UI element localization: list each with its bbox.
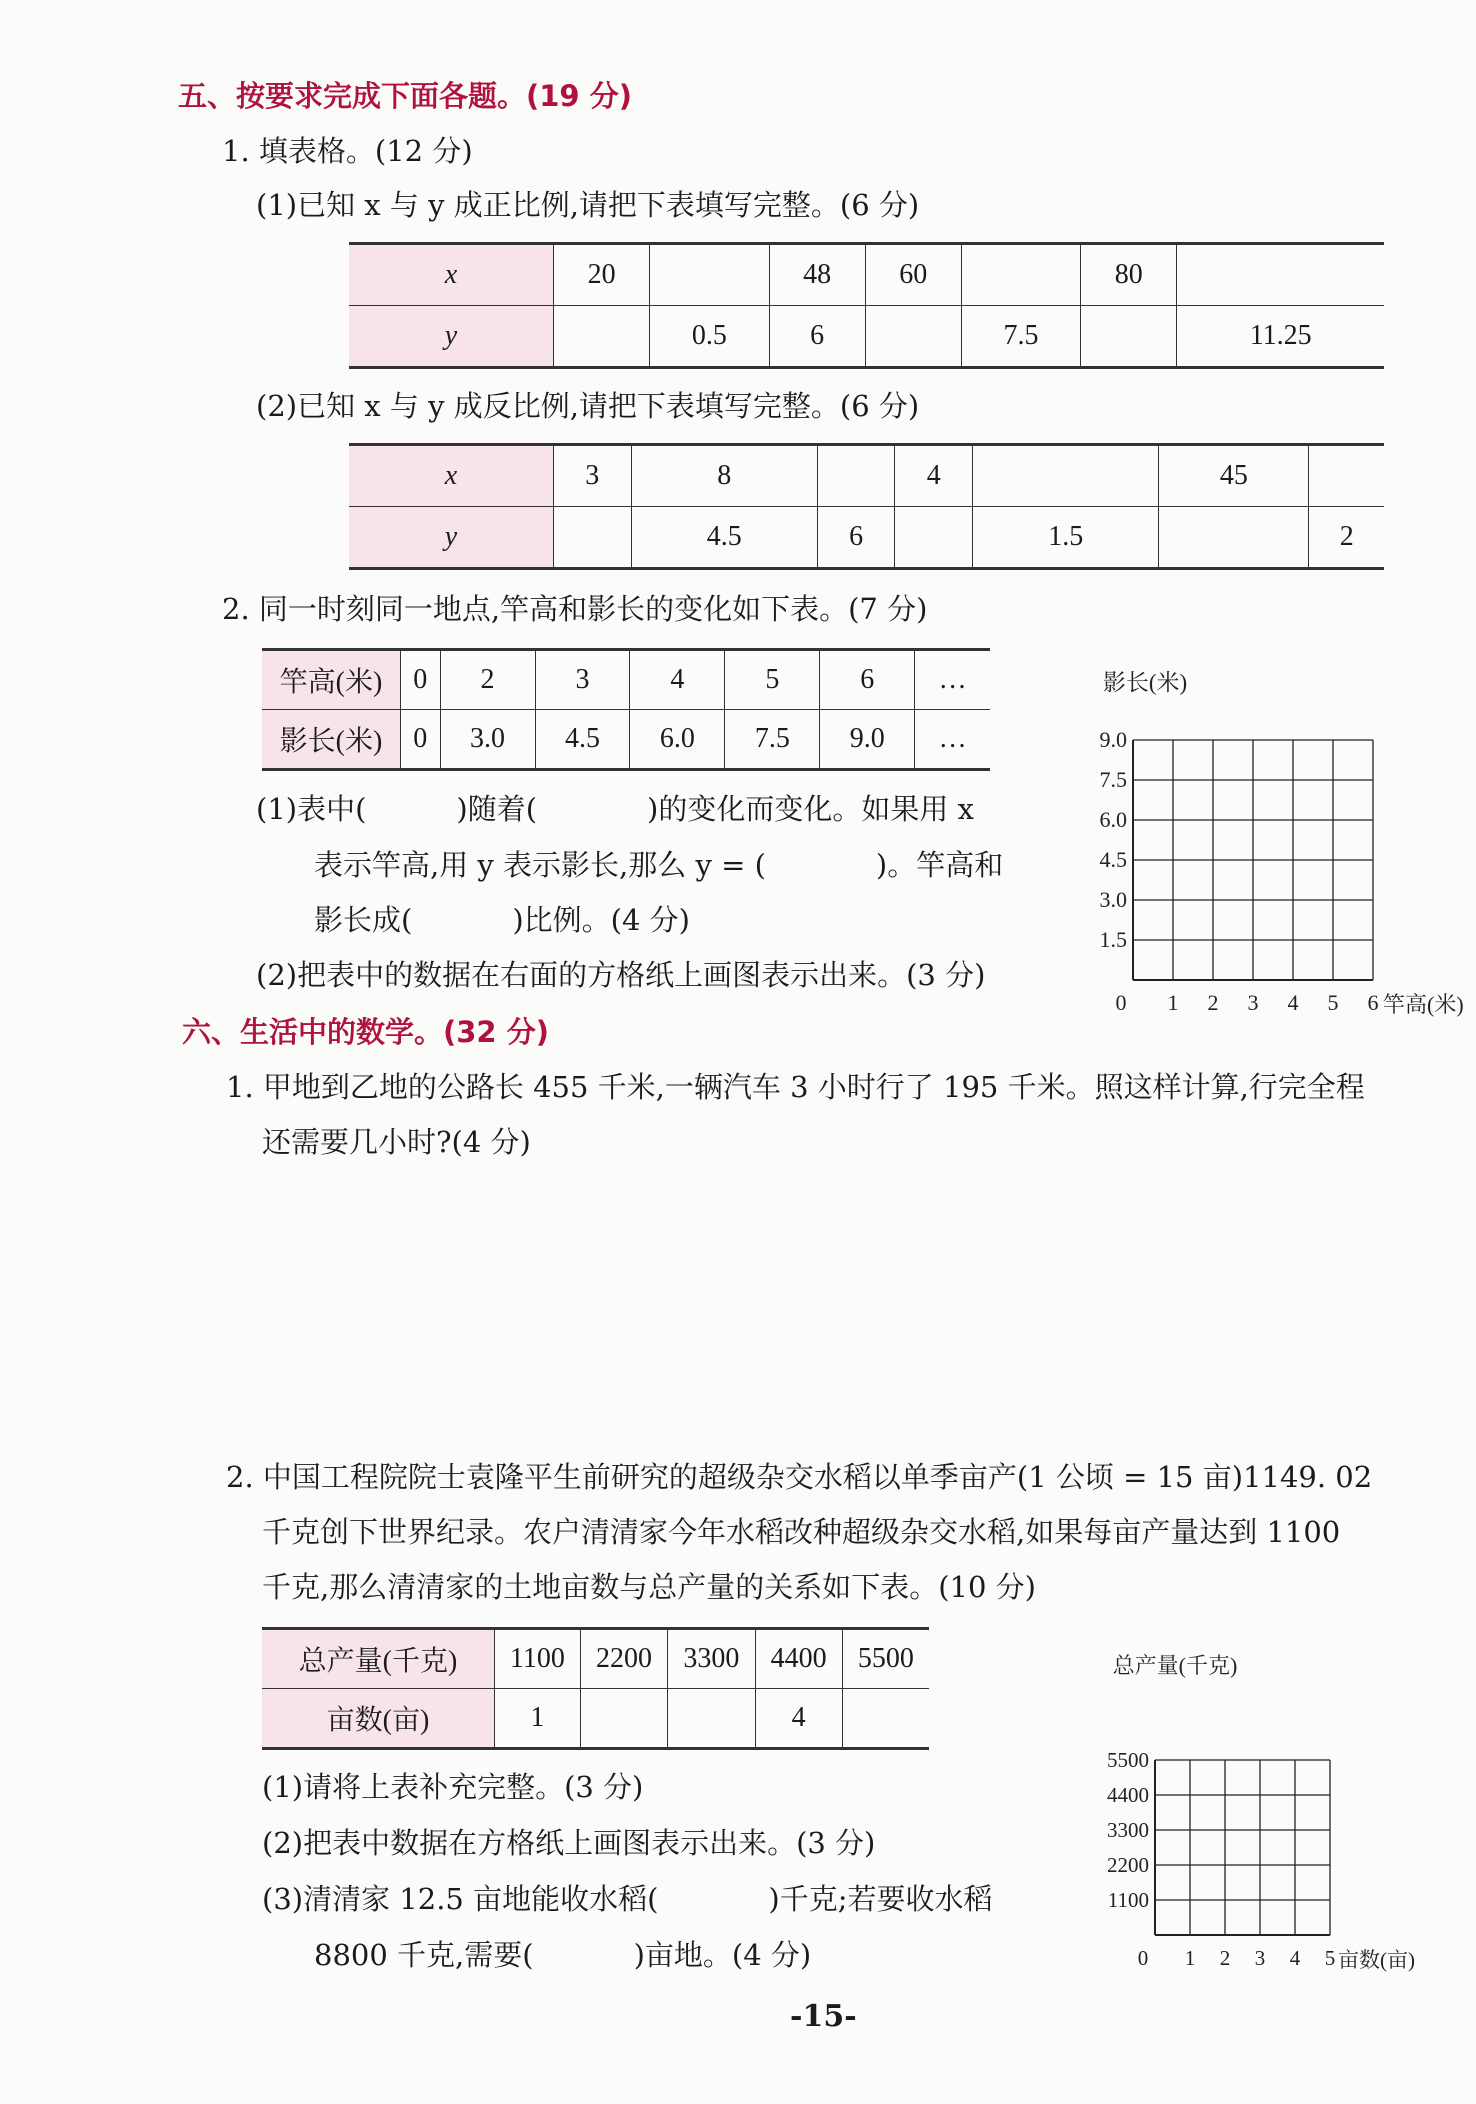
table-row bbox=[262, 650, 990, 710]
x-tick-label: 0 bbox=[1115, 990, 1127, 1015]
x-tick-label: 5 bbox=[1327, 990, 1339, 1015]
text: )的变化而变化。如果用 x bbox=[647, 792, 974, 826]
text: )比例。(4 分) bbox=[512, 903, 690, 937]
y-tick-label: 1.5 bbox=[1099, 927, 1127, 952]
cell bbox=[580, 1689, 667, 1749]
cell: 6 bbox=[817, 507, 895, 569]
question-4-line-2: 千克创下世界纪录。农户清清家今年水稻改种超级杂交水稻,如果每亩产量达到 1100 bbox=[262, 1515, 1341, 1549]
cell bbox=[554, 306, 650, 368]
question-4-sub-2: (2)把表中数据在方格纸上画图表示出来。(3 分) bbox=[262, 1826, 876, 1860]
cell bbox=[865, 306, 961, 368]
row-header-shadow: 影长(米) bbox=[262, 710, 401, 770]
cell bbox=[1309, 445, 1384, 507]
row-header-total: 总产量(千克) bbox=[262, 1629, 495, 1689]
cell: 5500 bbox=[842, 1629, 929, 1689]
cell: 4.5 bbox=[535, 710, 630, 770]
question-2-sub-2: (2)把表中的数据在右面的方格纸上画图表示出来。(3 分) bbox=[256, 958, 986, 992]
y-tick-label: 5500 bbox=[1107, 1748, 1149, 1772]
cell: 3300 bbox=[668, 1629, 755, 1689]
question-2-sub-1-line-1 bbox=[256, 792, 974, 826]
x-tick-label: 4 bbox=[1287, 990, 1299, 1015]
text: )千克;若要收水稻 bbox=[768, 1882, 993, 1916]
x-tick-label: 3 bbox=[1254, 1946, 1266, 1970]
rice-yield-grid-chart[interactable] bbox=[1095, 1645, 1476, 1990]
text: 影长成( bbox=[314, 903, 413, 937]
cell bbox=[1081, 306, 1177, 368]
cell: 4 bbox=[630, 650, 725, 710]
question-1-title: 1. 填表格。(12 分) bbox=[222, 134, 473, 168]
x-axis-title: 竿高(米) bbox=[1383, 992, 1464, 1017]
cell: 80 bbox=[1081, 244, 1177, 306]
cell: 1100 bbox=[495, 1629, 581, 1689]
question-1-part-1: (1)已知 x 与 y 成正比例,请把下表填写完整。(6 分) bbox=[256, 188, 920, 222]
question-2-title: 2. 同一时刻同一地点,竿高和影长的变化如下表。(7 分) bbox=[222, 592, 928, 626]
cell: 6.0 bbox=[630, 710, 725, 770]
x-axis-title: 亩数(亩) bbox=[1338, 1948, 1415, 1972]
cell: 6 bbox=[769, 306, 865, 368]
y-tick-label: 7.5 bbox=[1099, 767, 1127, 792]
cell: 20 bbox=[554, 244, 650, 306]
question-4-sub-1: (1)请将上表补充完整。(3 分) bbox=[262, 1770, 644, 1804]
y-axis-title: 影长(米) bbox=[1102, 670, 1188, 695]
table-row bbox=[349, 507, 1384, 569]
cell: 1.5 bbox=[973, 507, 1159, 569]
cell: 8 bbox=[631, 445, 817, 507]
cell: 45 bbox=[1159, 445, 1309, 507]
table-row bbox=[349, 244, 1384, 306]
y-tick-label: 4400 bbox=[1107, 1783, 1149, 1807]
cell: 3 bbox=[554, 445, 632, 507]
text: 8800 千克,需要( bbox=[314, 1938, 534, 1972]
question-2-sub-1-line-2 bbox=[314, 848, 1004, 882]
x-label: x bbox=[349, 445, 554, 507]
cell: 0.5 bbox=[650, 306, 769, 368]
text: )亩地。(4 分) bbox=[633, 1938, 812, 1972]
pole-shadow-table bbox=[262, 648, 990, 771]
x-tick-label: 2 bbox=[1207, 990, 1219, 1015]
cell: 48 bbox=[769, 244, 865, 306]
y-axis-title: 总产量(千克) bbox=[1112, 1653, 1238, 1678]
page-number: -15- bbox=[790, 1999, 857, 2034]
text: (3)清清家 12.5 亩地能收水稻( bbox=[262, 1882, 659, 1916]
cell: 2 bbox=[440, 650, 535, 710]
direct-proportion-table bbox=[349, 242, 1384, 369]
rice-yield-table bbox=[262, 1627, 929, 1750]
x-tick-label: 0 bbox=[1137, 1946, 1149, 1970]
x-tick-label: 1 bbox=[1167, 990, 1179, 1015]
question-1-part-2: (2)已知 x 与 y 成反比例,请把下表填写完整。(6 分) bbox=[256, 389, 920, 423]
x-tick-label: 5 bbox=[1324, 1946, 1336, 1970]
cell: 11.25 bbox=[1177, 306, 1384, 368]
table-row bbox=[349, 306, 1384, 368]
cell: 3.0 bbox=[440, 710, 535, 770]
text: (1)表中( bbox=[256, 792, 367, 826]
cell: 6 bbox=[820, 650, 915, 710]
cell bbox=[895, 507, 973, 569]
y-tick-label: 6.0 bbox=[1099, 807, 1127, 832]
y-tick-label: 4.5 bbox=[1099, 847, 1127, 872]
cell bbox=[973, 445, 1159, 507]
cell: 4.5 bbox=[631, 507, 817, 569]
x-tick-label: 6 bbox=[1367, 990, 1379, 1015]
question-4-sub-3-line-1 bbox=[262, 1882, 993, 1916]
cell bbox=[1177, 244, 1384, 306]
row-header-pole: 竿高(米) bbox=[262, 650, 401, 710]
cell bbox=[668, 1689, 755, 1749]
cell bbox=[961, 244, 1080, 306]
table-row bbox=[262, 1629, 929, 1689]
cell: 4 bbox=[755, 1689, 842, 1749]
table-row bbox=[349, 445, 1384, 507]
x-label: x bbox=[349, 244, 554, 306]
cell bbox=[554, 507, 632, 569]
cell: 5 bbox=[725, 650, 820, 710]
cell: 7.5 bbox=[961, 306, 1080, 368]
cell: 0 bbox=[401, 710, 441, 770]
cell: 2200 bbox=[580, 1629, 667, 1689]
question-4-line-3: 千克,那么清清家的土地亩数与总产量的关系如下表。(10 分) bbox=[262, 1570, 1036, 1604]
cell: … bbox=[915, 710, 990, 770]
y-tick-label: 3.0 bbox=[1099, 887, 1127, 912]
cell: 3 bbox=[535, 650, 630, 710]
cell: … bbox=[915, 650, 990, 710]
section-six-title: 六、生活中的数学。(32 分) bbox=[182, 1015, 549, 1049]
cell bbox=[1159, 507, 1309, 569]
cell bbox=[817, 445, 895, 507]
cell bbox=[650, 244, 769, 306]
cell bbox=[842, 1689, 929, 1749]
cell: 0 bbox=[401, 650, 441, 710]
y-label: y bbox=[349, 306, 554, 368]
cell: 7.5 bbox=[725, 710, 820, 770]
question-4-sub-3-line-2 bbox=[314, 1938, 812, 1972]
x-tick-label: 1 bbox=[1184, 1946, 1196, 1970]
cell: 4 bbox=[895, 445, 973, 507]
shadow-length-grid-chart[interactable] bbox=[1080, 660, 1476, 1040]
y-tick-label: 9.0 bbox=[1099, 727, 1127, 752]
inverse-proportion-table bbox=[349, 443, 1384, 570]
text: )随着( bbox=[456, 792, 538, 826]
cell: 9.0 bbox=[820, 710, 915, 770]
cell: 60 bbox=[865, 244, 961, 306]
y-tick-label: 2200 bbox=[1107, 1853, 1149, 1877]
x-tick-label: 2 bbox=[1219, 1946, 1231, 1970]
table-row bbox=[262, 710, 990, 770]
question-4-line-1: 2. 中国工程院院士袁隆平生前研究的超级杂交水稻以单季亩产(1 公顷 = 15 亩)1149. 02 bbox=[226, 1460, 1373, 1494]
x-tick-label: 3 bbox=[1247, 990, 1259, 1015]
x-tick-label: 4 bbox=[1289, 1946, 1301, 1970]
y-label: y bbox=[349, 507, 554, 569]
table-row bbox=[262, 1689, 929, 1749]
question-3-line-1: 1. 甲地到乙地的公路长 455 千米,一辆汽车 3 小时行了 195 千米。照这样计算,行完全程 bbox=[226, 1070, 1365, 1104]
cell: 1 bbox=[495, 1689, 581, 1749]
cell: 2 bbox=[1309, 507, 1384, 569]
y-tick-label: 1100 bbox=[1107, 1888, 1149, 1912]
question-3-line-2: 还需要几小时?(4 分) bbox=[262, 1125, 531, 1159]
text: 表示竿高,用 y 表示影长,那么 y = ( bbox=[314, 848, 766, 882]
section-five-title: 五、按要求完成下面各题。(19 分) bbox=[178, 79, 632, 113]
text: )。竿高和 bbox=[875, 848, 1004, 882]
question-2-sub-1-line-3 bbox=[314, 903, 690, 937]
cell: 4400 bbox=[755, 1629, 842, 1689]
row-header-mu: 亩数(亩) bbox=[262, 1689, 495, 1749]
y-tick-label: 3300 bbox=[1107, 1818, 1149, 1842]
